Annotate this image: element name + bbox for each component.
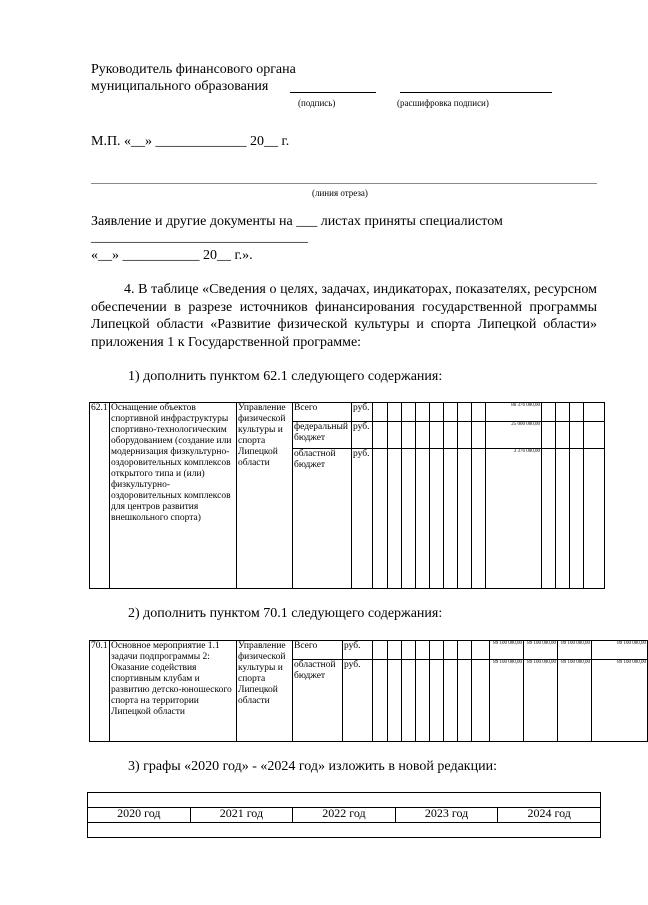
signature-decode-line (400, 92, 552, 93)
item-3: 3) графы «2020 год» - «2024 год» изложить в новой редакции: (128, 759, 497, 774)
year-2020-header: 2020 год (88, 808, 191, 823)
value-cell: 89 100 000,00 (524, 660, 558, 742)
value-cell: 89 100 000,00 (592, 641, 648, 660)
table-62-1 (89, 402, 605, 589)
value-cell: 89 100 000,00 (490, 641, 524, 660)
unit-cell: руб. (352, 403, 373, 422)
value-cell: 89 100 000,00 (558, 660, 592, 742)
cut-line (91, 183, 597, 184)
source-cell: федеральный бюджет (293, 422, 352, 449)
unit-cell: руб. (352, 449, 373, 589)
source-cell: областной бюджет (293, 660, 343, 742)
paragraph-4: 4. В таблице «Сведения о целях, задачах, индикаторах, показателях, ресурсном обеспечении в разрезе источников финансирования государственной программы Липецкой области «Развитие физической культуры и спорта Липецкой области» приложения 1 к Государственной программе: (91, 282, 597, 350)
value-cell: 89 100 000,00 (524, 641, 558, 660)
row-number: 70.1 (90, 641, 110, 742)
statement-line2: _______________________________ (91, 230, 308, 245)
signature-line (290, 92, 376, 93)
unit-cell: руб. (343, 641, 373, 660)
item-2: 2) дополнить пунктом 70.1 следующего содержания: (128, 606, 443, 621)
value-cell: 3 376 000,00 (486, 449, 542, 589)
year-2023-header: 2023 год (395, 808, 498, 823)
item-1: 1) дополнить пунктом 62.1 следующего содержания: (128, 369, 443, 384)
activity-name: Основное мероприятие 1.1 задачи подпрограммы 2: Оказание содействия спортивным клубам и развитию детско-юношеского спорта на территории Липецкой области (110, 641, 237, 742)
value-cell: 86 376 000,00 (486, 403, 542, 422)
row-number: 62.1 (90, 403, 110, 589)
signature-title-line2: муниципального образования (91, 79, 269, 94)
executor: Управление физической культуры и спорта Липецкой области (237, 403, 293, 589)
year-2021-header: 2021 год (190, 808, 293, 823)
executor: Управление физической культуры и спорта Липецкой области (237, 641, 293, 742)
signature-title-line1: Руководитель финансового органа (91, 62, 296, 77)
signature-caption: (подпись) (298, 98, 336, 108)
value-cell: 89 100 000,00 (490, 660, 524, 742)
value-cell: 89 100 000,00 (558, 641, 592, 660)
table-years (87, 792, 601, 838)
unit-cell: руб. (352, 422, 373, 449)
statement-line3: «__» ___________ 20__ г.». (91, 248, 253, 263)
source-cell: Всего (293, 403, 352, 422)
year-2022-header: 2022 год (293, 808, 396, 823)
decode-caption: (расшифровка подписи) (397, 98, 489, 108)
cut-caption: (линия отреза) (312, 188, 368, 198)
value-cell: 25 000 000,00 (486, 422, 542, 449)
activity-name: Оснащение объектов спортивной инфраструктуры спортивно-технологическим оборудованием (создание или модернизация физкультурно-оздоровительных комплексов открытого типа и (или) физкультурно-оздоровительных комплексов для центров развития внешкольного спорта) (110, 403, 237, 589)
source-cell: Всего (293, 641, 343, 660)
table-70-1 (89, 640, 648, 742)
value-cell: 89 100 000,00 (592, 660, 648, 742)
year-2024-header: 2024 год (498, 808, 601, 823)
stamp-line: М.П. «__» _____________ 20__ г. (91, 134, 290, 149)
unit-cell: руб. (343, 660, 373, 742)
statement-line1: Заявление и другие документы на ___ листах приняты специалистом (91, 214, 503, 229)
source-cell: областной бюджет (293, 449, 352, 589)
